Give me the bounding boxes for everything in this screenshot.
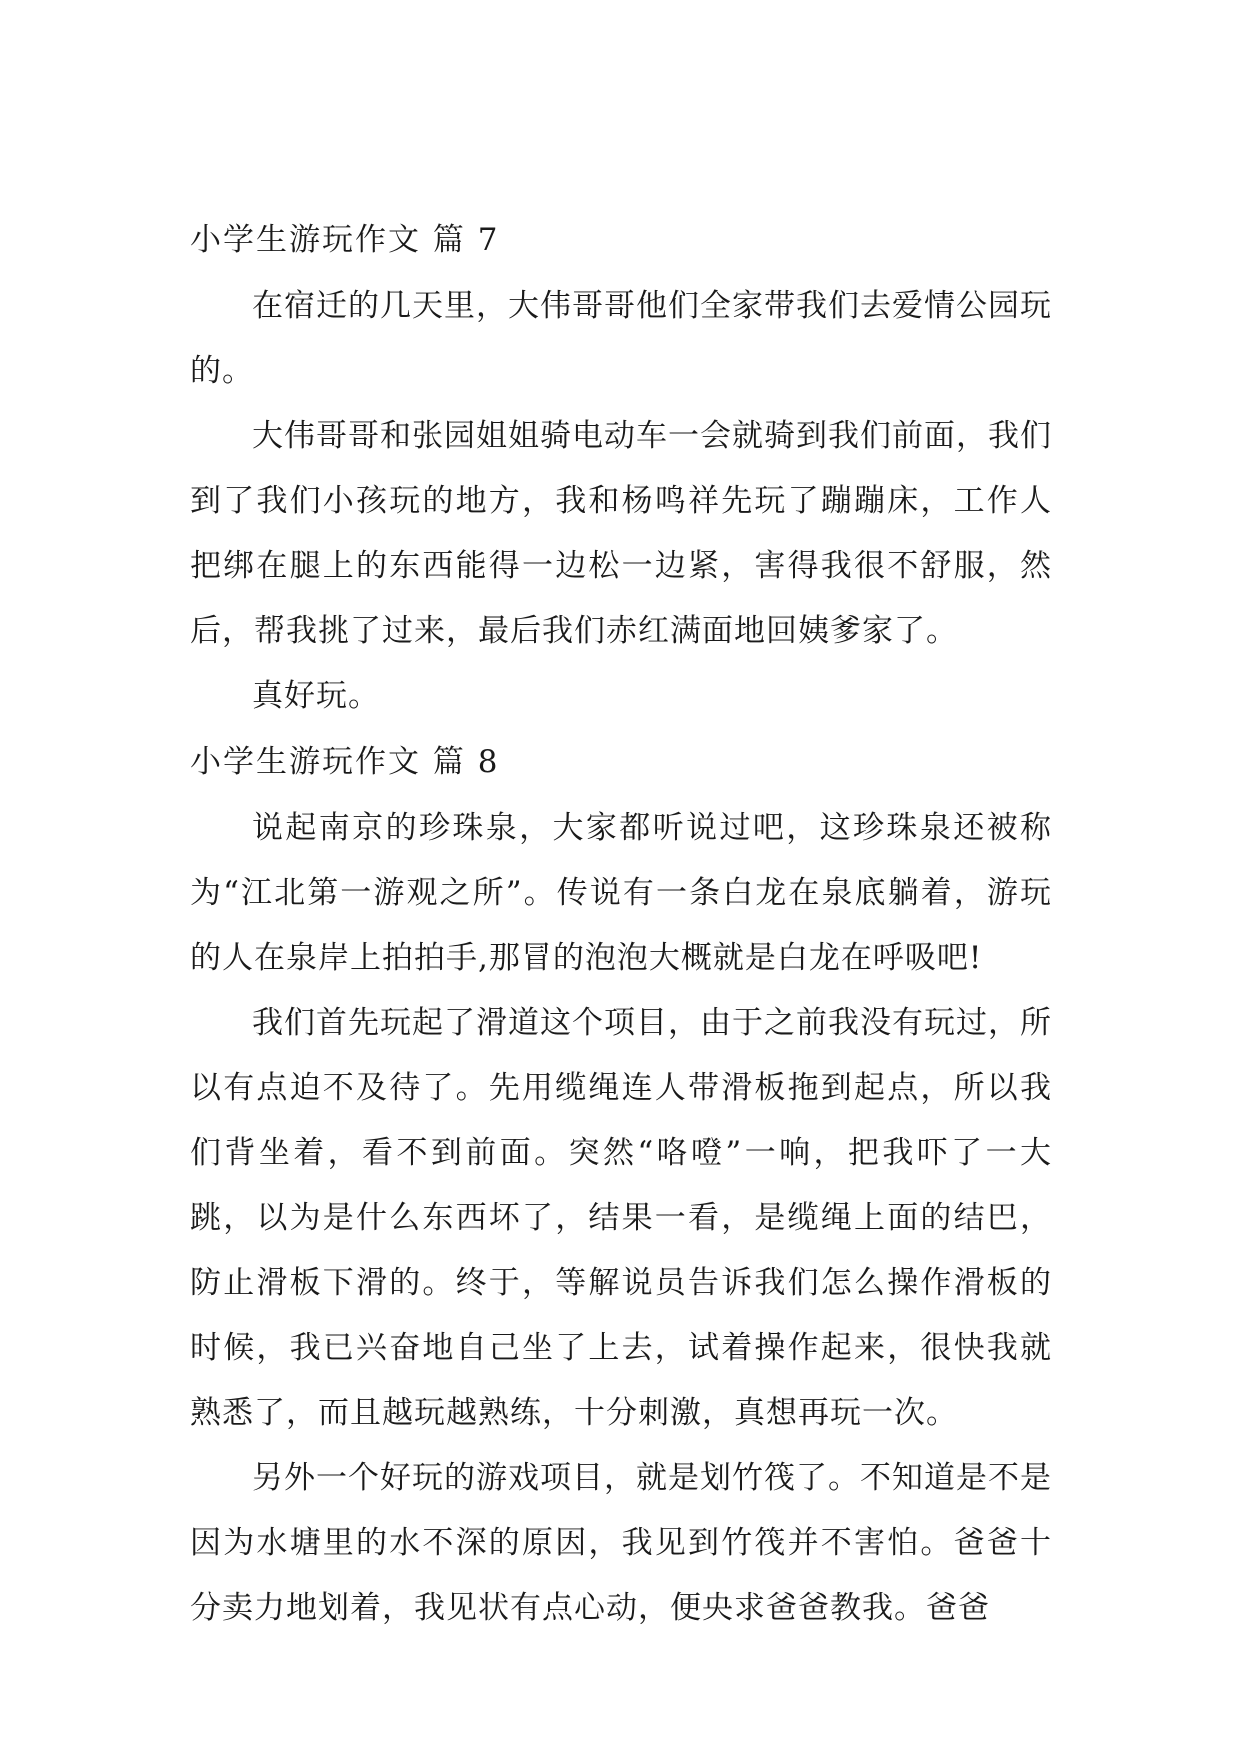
paragraph: 真好玩。 bbox=[252, 678, 380, 714]
paragraph: 另外一个好玩的游戏项目，就是划竹筏了。不知道是不是因为水塘里的水不深的原因，我见到竹筏并不害怕。爸爸十分卖力地划着，我见状有点心动，便央求爸爸教我。爸爸 bbox=[190, 1460, 1052, 1626]
essay-section-7 bbox=[190, 222, 1052, 729]
paragraph: 我们首先玩起了滑道这个项目，由于之前我没有玩过，所以有点迫不及待了。先用缆绳连人带滑板拖到起点，所以我们背坐着，看不到前面。突然“咯噔”一响，把我吓了一大跳，以为是什么东西坏了，结果一看，是缆绳上面的结巴，防止滑板下滑的。终于，等解说员告诉我们怎么操作滑板的时候，我已兴奋地自己坐了上去，试着操作起来，很快我就熟悉了，而且越玩越熟练，十分刺激，真想再玩一次。 bbox=[190, 1005, 1052, 1431]
paragraph: 在宿迁的几天里，大伟哥哥他们全家带我们去爱情公园玩的。 bbox=[190, 288, 1052, 389]
essay-section-8 bbox=[190, 744, 1052, 1641]
paragraph: 大伟哥哥和张园姐姐骑电动车一会就骑到我们前面，我们到了我们小孩玩的地方，我和杨鸣祥先玩了蹦蹦床，工作人把绑在腿上的东西能得一边松一边紧，害得我很不舒服，然后，帮我挑了过来，最后我们赤红满面地回姨爹家了。 bbox=[190, 418, 1052, 649]
section-heading: 小学生游玩作文 篇 7 bbox=[190, 222, 500, 258]
paragraph: 说起南京的珍珠泉，大家都听说过吧，这珍珠泉还被称为“江北第一游观之所”。传说有一条白龙在泉底躺着，游玩的人在泉岸上拍拍手,那冒的泡泡大概就是白龙在呼吸吧! bbox=[190, 810, 1052, 976]
section-heading: 小学生游玩作文 篇 8 bbox=[190, 744, 500, 780]
